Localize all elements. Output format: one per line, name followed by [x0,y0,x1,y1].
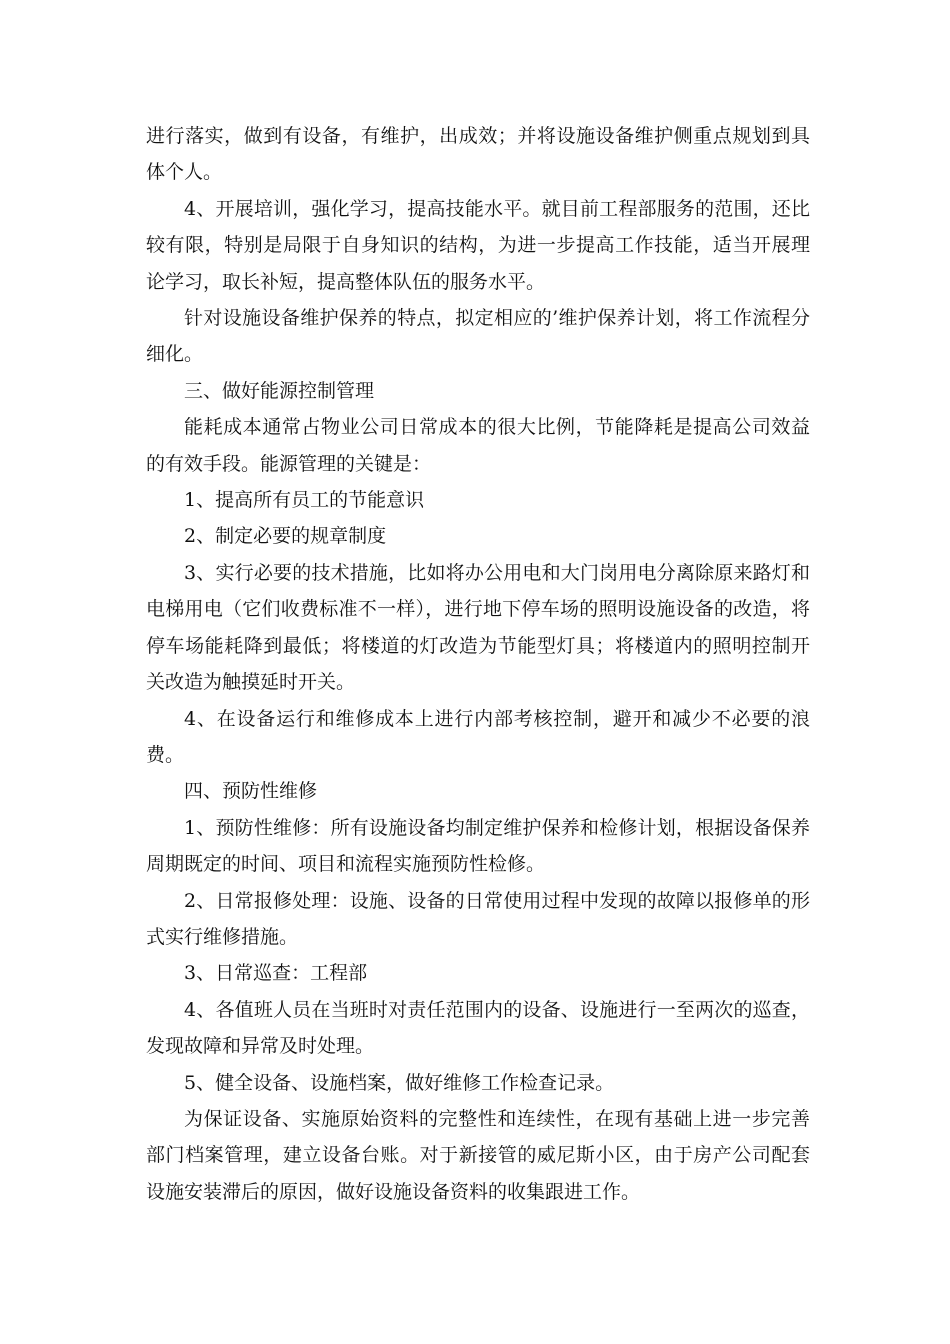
paragraph-archive-management: 为保证设备、实施原始资料的完整性和连续性，在现有基础上进一步完善部门档案管理，建立设备台账。对于新接管的威尼斯小区，由于房产公司配套设施安装滞后的原因，做好设施设备资料的收集跟进工作。 [146,1107,810,1203]
paragraph-energy-intro: 能耗成本通常占物业公司日常成本的很大比例，节能降耗是提高公司效益的有效手段。能源管理的关键是： [146,416,810,475]
list-item-archives: 5、健全设备、设施档案，做好维修工作检查记录。 [184,1071,615,1094]
list-item-inspection: 3、日常巡查：工程部 [184,962,368,985]
section-heading-energy-control: 三、做好能源控制管理 [184,379,375,402]
list-item-rules: 2、制定必要的规章制度 [184,525,387,548]
list-item-repair-handling: 2、日常报修处理：设施、设备的日常使用过程中发现的故障以报修单的形式实行维修措施。 [146,889,810,948]
paragraph-continuation: 进行落实，做到有设备，有维护，出成效；并将设施设备维护侧重点规划到具体个人。 [146,125,810,184]
document-body [146,118,810,1210]
list-item-cost-control: 4、在设备运行和维修成本上进行内部考核控制，避开和减少不必要的浪费。 [146,707,810,766]
list-item-duty-inspection: 4、各值班人员在当班时对责任范围内的设备、设施进行一至两次的巡查，发现故障和异常及时处理。 [146,998,810,1058]
section-heading-preventive-maintenance: 四、预防性维修 [184,780,318,803]
paragraph-item-training: 4、开展培训，强化学习，提高技能水平。就目前工程部服务的范围，还比较有限，特别是局限于自身知识的结构，为进一步提高工作技能，适当开展理论学习，取长补短，提高整体队伍的服务水平。 [146,197,810,293]
list-item-preventive: 1、预防性维修：所有设施设备均制定维护保养和检修计划，根据设备保养周期既定的时间、项目和流程实施预防性检修。 [146,816,810,876]
list-item-technical-measures: 3、实行必要的技术措施，比如将办公用电和大门岗用电分离除原来路灯和电梯用电（它们收费标准不一样），进行地下停车场的照明设施设备的改造，将停车场能耗降到最低；将楼道的灯改造为节能型灯具；将楼道内的照明控制开关改造为触摸延时开关。 [146,561,810,694]
paragraph-maintenance-plan: 针对设施设备维护保养的特点，拟定相应的’维护保养计划，将工作流程分细化。 [146,307,810,366]
list-item-energy-awareness: 1、提高所有员工的节能意识 [184,489,425,512]
